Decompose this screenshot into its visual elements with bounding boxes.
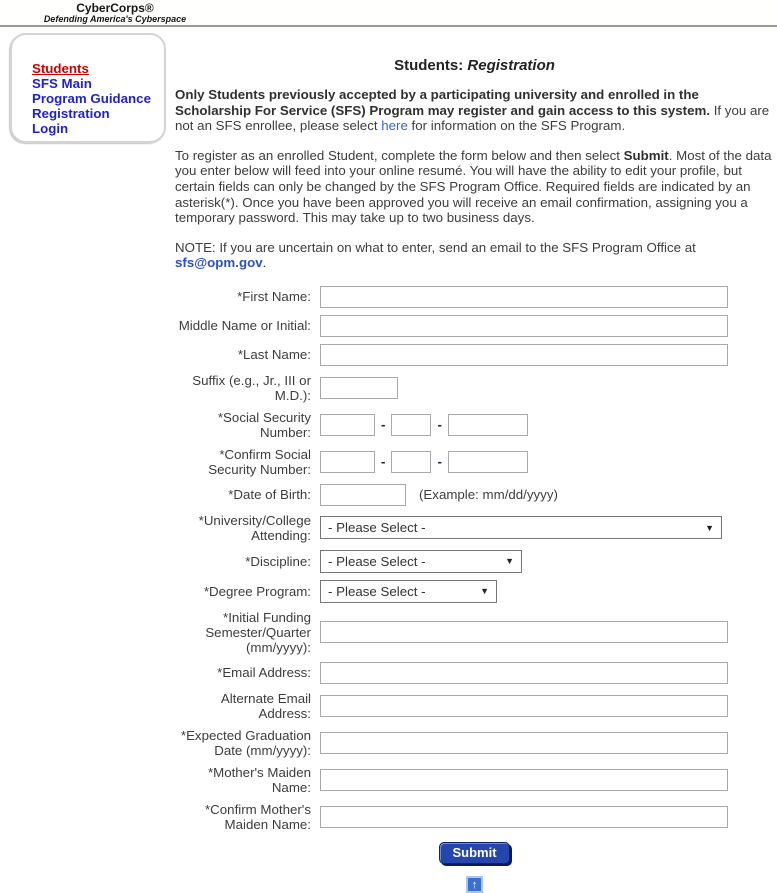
intro-text-after: for information on the SFS Program. <box>407 118 626 134</box>
form-row-confirm-ssn <box>175 447 774 477</box>
logo-title: CyberCorps® <box>76 1 154 15</box>
form-row-degree <box>175 580 774 603</box>
form-row-expected-grad <box>175 728 774 758</box>
form-row-mothers-maiden <box>175 765 774 795</box>
instructions-paragraph <box>175 148 774 226</box>
middle-name-input[interactable] <box>320 315 728 337</box>
sfs-info-link[interactable]: here <box>381 118 408 134</box>
form-row-first-name <box>175 286 774 308</box>
email-label: *Email Address: <box>217 665 311 681</box>
page-title <box>175 57 774 74</box>
intro-text: If you are not an SFS enrollee, please select <box>175 102 770 134</box>
alt-email-input[interactable] <box>320 695 728 717</box>
form-row-middle-name <box>175 315 774 337</box>
last-name-label: *Last Name: <box>237 347 311 363</box>
form-row-confirm-mothers <box>175 802 774 832</box>
note-paragraph <box>175 240 774 271</box>
alt-email-label: Alternate Email Address: <box>220 690 311 721</box>
dob-format-example: (Example: mm/dd/yyyy) <box>419 487 558 503</box>
sidebar-item-registration[interactable]: Registration <box>32 106 110 121</box>
form-row-dob <box>175 484 774 506</box>
sidebar-item-sfs-main[interactable]: SFS Main <box>32 76 92 91</box>
suffix-input[interactable] <box>320 377 398 399</box>
ssn-part2-input[interactable] <box>391 414 431 436</box>
form-row-initial-funding <box>175 610 774 655</box>
ssn-separator: - <box>437 417 442 433</box>
sidebar-nav <box>10 33 166 143</box>
initial-funding-label: *Initial Funding Semester/Quarter (mm/yyyy): <box>205 609 311 655</box>
ssn-part1-input[interactable] <box>320 414 375 436</box>
cybercorps-logo <box>0 2 230 24</box>
university-select[interactable] <box>320 516 722 539</box>
dob-input[interactable] <box>320 484 406 506</box>
page-title-prefix: Students: <box>394 57 468 74</box>
intro-bold-text: Only Students previously accepted by a participating university and enrolled in the Scholarship For Service (SFS) Program may register and gain access to this system. <box>175 87 711 118</box>
form-row-email <box>175 662 774 684</box>
sfs-email-link[interactable]: sfs@opm.gov <box>175 255 263 271</box>
page-title-emphasis: Registration <box>467 57 555 74</box>
confirm-mothers-input[interactable] <box>320 806 728 828</box>
confirm-mothers-label: *Confirm Mother's Maiden Name: <box>205 801 311 832</box>
ssn-part3-input[interactable] <box>448 414 528 436</box>
logo-tagline: Defending America's Cyberspace <box>43 14 187 24</box>
mothers-maiden-input[interactable] <box>320 769 728 791</box>
initial-funding-input[interactable] <box>320 621 728 643</box>
up-arrow-icon: ↑ <box>471 878 478 891</box>
mothers-maiden-label: *Mother's Maiden Name: <box>207 764 311 795</box>
confirm-ssn-label: *Confirm Social Security Number: <box>208 446 311 477</box>
confirm-ssn-part1-input[interactable] <box>320 451 375 473</box>
middle-name-label: Middle Name or Initial: <box>178 318 311 334</box>
instructions-submit-word: Submit <box>623 147 669 163</box>
confirm-ssn-part3-input[interactable] <box>448 451 528 473</box>
intro-paragraph <box>175 87 774 134</box>
form-row-university <box>175 513 774 543</box>
form-row-ssn <box>175 410 774 440</box>
first-name-input[interactable] <box>320 286 728 308</box>
sidebar-item-program-guidance[interactable]: Program Guidance <box>32 91 151 106</box>
submit-button[interactable]: Submit <box>439 842 509 864</box>
confirm-ssn-part2-input[interactable] <box>391 451 431 473</box>
discipline-label: *Discipline: <box>245 553 311 569</box>
first-name-label: *First Name: <box>237 289 311 305</box>
ssn-label: *Social Security Number: <box>217 409 311 440</box>
chevron-down-icon: ▼ <box>505 556 514 567</box>
note-text: NOTE: If you are uncertain on what to enter, send an email to the SFS Program Office at <box>175 239 696 255</box>
ssn-separator: - <box>437 454 442 470</box>
form-row-alt-email <box>175 691 774 721</box>
degree-select-value: - Please Select - <box>328 583 426 599</box>
instructions-text-after: . Most of the data you enter below will feed into your online resumé. You will have the ability to edit your profile, but certain fields can only be changed by the SFS Program Office. Required fields are indicated by an asterisk(*). Once you have been approved you will receive an email confirmation, assigning you a temporary password. This may take up to two business days. <box>175 147 772 226</box>
note-text-after: . <box>262 255 267 271</box>
form-row-last-name <box>175 344 774 366</box>
last-name-input[interactable] <box>320 344 728 366</box>
discipline-select[interactable] <box>320 550 522 573</box>
university-label: *University/College Attending: <box>198 512 311 543</box>
registration-form <box>175 286 774 893</box>
sidebar-item-students[interactable]: Students <box>32 61 89 76</box>
app-header <box>0 0 777 27</box>
chevron-down-icon: ▼ <box>705 522 714 533</box>
ssn-separator: - <box>381 454 386 470</box>
form-row-discipline <box>175 550 774 573</box>
instructions-text: To register as an enrolled Student, complete the form below and then select <box>175 147 624 163</box>
dob-label: *Date of Birth: <box>228 487 311 503</box>
ssn-separator: - <box>381 417 386 433</box>
discipline-select-value: - Please Select - <box>328 553 426 569</box>
suffix-label: Suffix (e.g., Jr., III or M.D.): <box>192 372 311 403</box>
form-row-suffix <box>175 373 774 403</box>
sidebar-item-login[interactable]: Login <box>32 121 69 136</box>
main-content <box>175 57 774 893</box>
expected-grad-label: *Expected Graduation Date (mm/yyyy): <box>180 727 311 758</box>
degree-label: *Degree Program: <box>203 583 311 599</box>
degree-program-select[interactable] <box>320 580 497 603</box>
chevron-down-icon: ▼ <box>480 586 489 597</box>
university-select-value: - Please Select - <box>328 520 426 536</box>
expected-grad-input[interactable] <box>320 732 728 754</box>
email-input[interactable] <box>320 662 728 684</box>
back-to-top-button[interactable] <box>466 876 483 893</box>
